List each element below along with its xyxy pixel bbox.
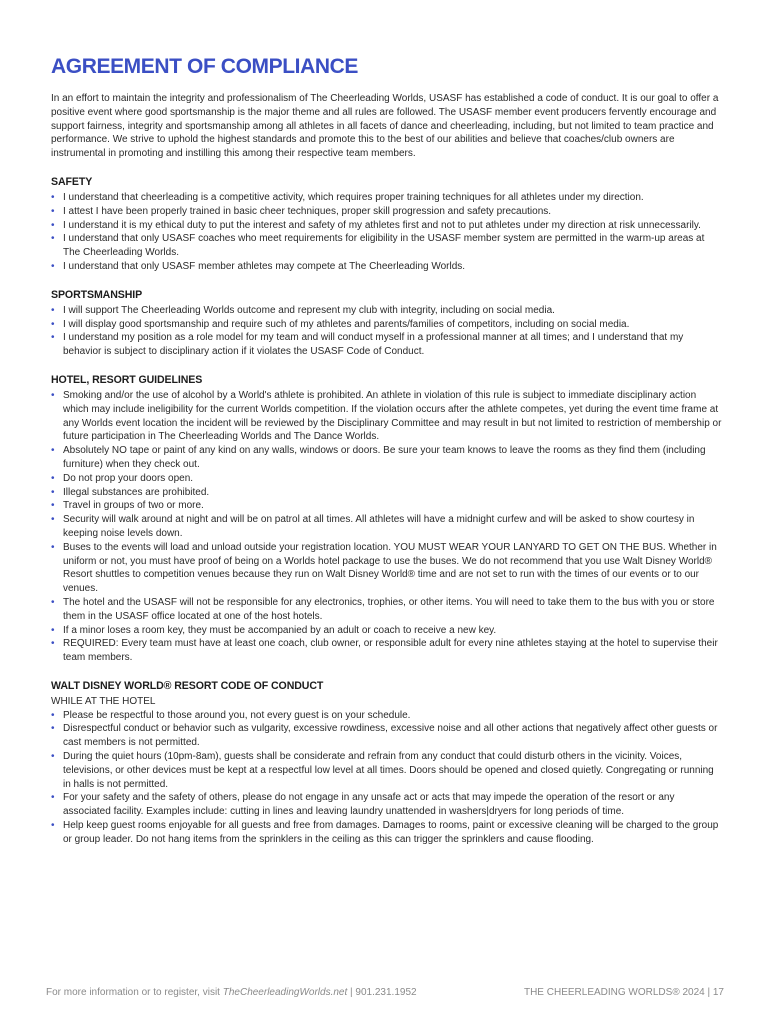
list-item: • I will support The Cheerleading Worlds outcome and represent my club with integrity, including on social media. (51, 304, 723, 318)
section-heading-safety: SAFETY (51, 175, 93, 188)
list-item: • I will display good sportsmanship and require such of my athletes and parents/families of competitors, including on social media. (51, 318, 723, 332)
section-heading-hotel: HOTEL, RESORT GUIDELINES (51, 373, 203, 386)
list-item: • REQUIRED: Every team must have at least one coach, club owner, or responsible adult for every nine athletes staying at the hotel to supervise their team members. (51, 637, 723, 665)
list-item: • I understand my position as a role model for my team and will conduct myself in a professional manner at all times; and I understand that my behavior is subject to disciplinary action if it violates the USASF Code of Conduct. (51, 331, 723, 359)
list-item: • During the quiet hours (10pm-8am), guests shall be considerate and refrain from any conduct that could disturb others in the vicinity. Voices, televisions, or other devices must be kept at a respectful low level at all times. Doors should be opened and closed quietly. Congregating or running in halls is not permitted. (51, 750, 723, 791)
footer-page-label: THE CHEERLEADING WORLDS® 2024 | 17 (523, 987, 724, 998)
page-footer (46, 987, 724, 998)
footer-contact (46, 987, 417, 998)
document-page (51, 54, 723, 847)
list-item: • Illegal substances are prohibited. (51, 486, 723, 500)
list-item: • The hotel and the USASF will not be responsible for any electronics, trophies, or other items. You will need to take them to the bus with you or store them in the USASF office located at one of the host hotels. (51, 596, 723, 624)
list-item: • Do not prop your doors open. (51, 472, 723, 486)
list-item: • Disrespectful conduct or behavior such as vulgarity, excessive rowdiness, excessive noise and all other actions that negatively affect other guests or cast members is not permitted. (51, 722, 723, 750)
footer-website-link[interactable]: TheCheerleadingWorlds.net (222, 987, 348, 998)
list-item: • Help keep guest rooms enjoyable for all guests and free from damages. Damages to rooms, paint or excessive cleaning will be charged to the group or group leader. Do not hang items from the sprinklers in the ceiling as this can trigger the sprinklers and cause flooding. (51, 819, 723, 847)
list-item: • I understand that cheerleading is a competitive activity, which requires proper training techniques for all athletes under my direction. (51, 191, 723, 205)
page-title: AGREEMENT OF COMPLIANCE (51, 55, 358, 78)
section-heading-disney: WALT DISNEY WORLD® RESORT CODE OF CONDUCT (51, 679, 324, 692)
list-item: • I attest I have been properly trained in basic cheer techniques, proper skill progression and safety precautions. (51, 205, 723, 219)
intro-paragraph: In an effort to maintain the integrity and professionalism of The Cheerleading Worlds, USASF has established a code of conduct. It is our goal to offer a positive event where good sportsmanship is the major theme and all rules are followed. The USASF member event producers fervently encourage and support fairness, integrity and sportsmanship among all athletes in all facets of dance and cheerleading, including, but not limited to team practice and performance. We strive to uphold the highest standards and promote this to the best of our abilities and believe that coaches/club owners are instrumental in promoting and instilling this among their respective team members. (51, 93, 719, 160)
footer-prefix: For more information or to register, visit (46, 987, 223, 998)
list-item: • Smoking and/or the use of alcohol by a World's athlete is prohibited. An athlete in violation of this rule is subject to immediate disciplinary action which may include ineligibility for the current Worlds competition. If the violation occurs after the athlete competes, yet during the event time frame at any Worlds event location the incident will be reviewed by the Disciplinary Committee and may result in but not limited to restriction of membership or future participation in The Cheerleading Worlds and The Dance Worlds. (51, 389, 723, 444)
list-item: • I understand that only USASF member athletes may compete at The Cheerleading Worlds. (51, 260, 723, 274)
list-item: • If a minor loses a room key, they must be accompanied by an adult or coach to receive a new key. (51, 624, 723, 638)
footer-phone: | 901.231.1952 (347, 987, 417, 998)
list-item: • For your safety and the safety of others, please do not engage in any unsafe act or acts that may impede the operation of the resort or any associated facility. Examples include: cutting in lines and leaving laundry unattended in washers|dryers for long periods of time. (51, 791, 723, 819)
section-subheading: WHILE AT THE HOTEL (51, 695, 156, 707)
list-item: • Absolutely NO tape or paint of any kind on any walls, windows or doors. Be sure your team knows to leave the rooms as they find them (including furniture) when they check out. (51, 444, 723, 472)
disney-list (51, 709, 723, 847)
section-heading-sportsmanship: SPORTSMANSHIP (51, 288, 143, 301)
list-item: • I understand that only USASF coaches who meet requirements for eligibility in the USASF member system are permitted in the warm-up areas at The Cheerleading Worlds. (51, 232, 723, 260)
list-item: • Security will walk around at night and will be on patrol at all times. All athletes will have a midnight curfew and will be asked to show courtesy in keeping noise levels down. (51, 513, 723, 541)
list-item: • Buses to the events will load and unload outside your registration location. YOU MUST WEAR YOUR LANYARD TO GET ON THE BUS. Whether in uniform or not, you must have proof of being on a Worlds hotel package to use the buses. We do not recommend that you use Walt Disney World® Resort shuttles to competition venues because they run on Walt Disney World® time and are not set to run with the times of our events or to our venues. (51, 541, 723, 596)
list-item: • Travel in groups of two or more. (51, 499, 723, 513)
hotel-list (51, 389, 723, 665)
list-item: • Please be respectful to those around you, not every guest is on your schedule. (51, 709, 723, 723)
safety-list (51, 191, 723, 274)
list-item: • I understand it is my ethical duty to put the interest and safety of my athletes first and not to put athletes under my direction at risk unnecessarily. (51, 219, 723, 233)
sportsmanship-list (51, 304, 723, 359)
